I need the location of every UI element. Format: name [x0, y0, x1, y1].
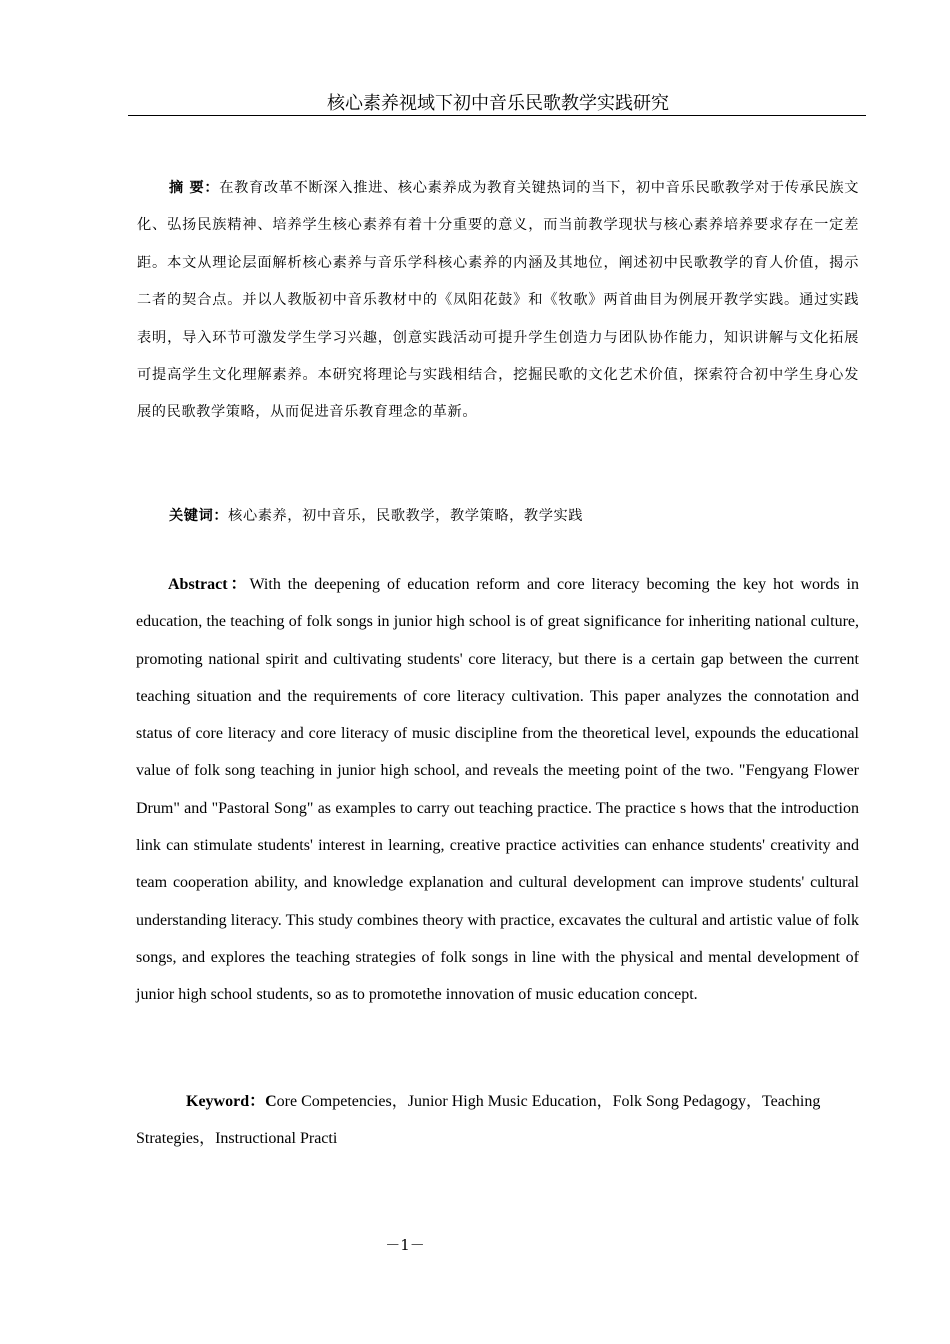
chinese-abstract-label: 摘 要：	[169, 180, 220, 196]
chinese-keywords-label: 关键词：	[169, 508, 229, 524]
header-divider	[128, 115, 866, 116]
chinese-abstract	[137, 170, 859, 432]
english-abstract-text: With the deepening of education reform and core literacy becoming the key hot words in education, the teaching of folk songs in junior high school is of great significance for inheriting national culture, promoting national spirit and cultivating students' core literacy, but there is a certain gap between the current teaching situation and the requirements of core literacy cultivation. This paper analyzes the connotation and status of core literacy and core literacy of music discipline from the theoretical level, expounds the educational value of folk song teaching in junior high school, and reveals the meeting point of the two. "Fengyang Flower Drum" and "Pastoral Song" as examples to carry out teaching practice. The practice s hows that the introduction link can stimulate students' interest in learning, creative practice activities can enhance students' creativity and team cooperation ability, and knowledge explanation and cultural development can improve students' cultural understanding literacy. This study combines theory with practice, excavates the cultural and artistic value of folk songs, and explores the teaching strategies of folk songs in line with the physical and mental development of junior high school students, so as to promotethe innovation of music education concept.	[136, 576, 859, 1004]
english-abstract-label: Abstract：	[168, 576, 250, 593]
english-keywords	[136, 1083, 859, 1158]
english-keywords-text: ore Competencies，Junior High Music Education，Folk Song Pedagogy，Teaching Strategies，Instructional Practi	[136, 1093, 821, 1148]
chinese-abstract-text: 在教育改革不断深入推进、核心素养成为教育关键热词的当下，初中音乐民歌教学对于传承民族文化、弘扬民族精神、培养学生核心素养有着十分重要的意义，而当前教学现状与核心素养培养要求存在一定差距。本文从理论层面解析核心素养与音乐学科核心素养的内涵及其地位，阐述初中民歌教学的育人价值，揭示二者的契合点。并以人教版初中音乐教材中的《凤阳花鼓》和《牧歌》两首曲目为例展开教学实践。通过实践表明，导入环节可激发学生学习兴趣，创意实践活动可提升学生创造力与团队协作能力，知识讲解与文化拓展可提高学生文化理解素养。本研究将理论与实践相结合，挖掘民歌的文化艺术价值，探索符合初中学生身心发展的民歌教学策略，从而促进音乐教育理念的革新。	[137, 180, 859, 421]
running-header-title: 核心素养视域下初中音乐民歌教学实践研究	[327, 93, 669, 114]
english-abstract	[136, 566, 859, 1014]
english-keywords-label: Keyword：C	[186, 1093, 277, 1110]
page-number: －1－	[385, 1236, 425, 1254]
chinese-keywords	[137, 503, 859, 529]
chinese-keywords-text: 核心素养，初中音乐，民歌教学，教学策略，教学实践	[228, 508, 584, 524]
